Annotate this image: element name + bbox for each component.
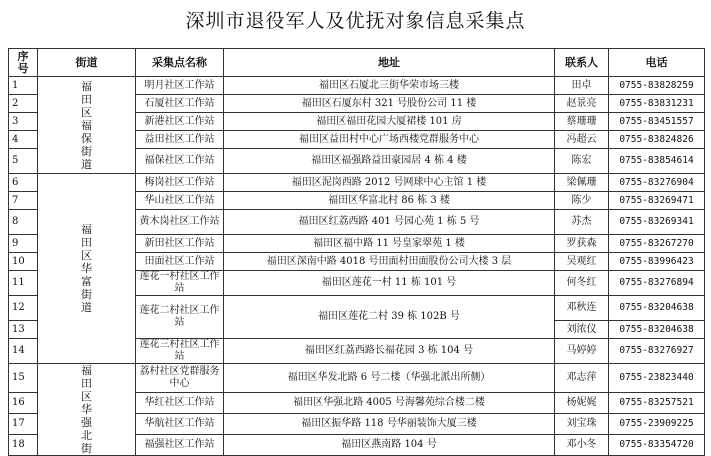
address-cell: 福田区莲花一村 11 栋 101 号 bbox=[224, 271, 555, 296]
phone-cell: 0755-83269341 bbox=[609, 210, 705, 235]
phone-cell: 0755-83276927 bbox=[609, 339, 705, 364]
phone-cell: 0755-83276894 bbox=[609, 271, 705, 296]
street-label: 福田区华强北街 bbox=[81, 364, 92, 455]
contact-cell: 陈宏 bbox=[555, 149, 609, 174]
seq-cell: 16 bbox=[9, 393, 38, 414]
seq-cell: 12 bbox=[9, 296, 38, 321]
phone-cell: 0755-83824826 bbox=[609, 131, 705, 149]
contact-cell: 刘浓仪 bbox=[555, 321, 609, 339]
header-point: 采集点名称 bbox=[136, 49, 224, 77]
phone-cell: 0755-83354720 bbox=[609, 435, 705, 456]
street-label: 福田区福保街道 bbox=[81, 79, 92, 171]
address-cell: 福田区福强路益田豪园居 4 栋 4 楼 bbox=[224, 149, 555, 174]
point-cell: 莲花一村社区工作站 bbox=[136, 271, 224, 296]
seq-cell: 2 bbox=[9, 95, 38, 113]
address-cell: 福田区泥岗西路 2012 号网球中心主馆 1 楼 bbox=[224, 174, 555, 192]
point-cell: 新港社区工作站 bbox=[136, 113, 224, 131]
seq-cell: 8 bbox=[9, 210, 38, 235]
seq-cell: 17 bbox=[9, 414, 38, 435]
point-cell: 田面社区工作站 bbox=[136, 253, 224, 271]
address-cell: 福田区华强北路 4005 号海馨苑综合楼二楼 bbox=[224, 393, 555, 414]
address-cell: 福田区莲花二村 39 栋 102B 号 bbox=[224, 296, 555, 339]
phone-cell: 0755-83276904 bbox=[609, 174, 705, 192]
table-header-row bbox=[9, 49, 705, 77]
phone-cell: 0755-83854614 bbox=[609, 149, 705, 174]
contact-cell: 梁佩珊 bbox=[555, 174, 609, 192]
header-address: 地址 bbox=[224, 49, 555, 77]
contact-cell: 田卓 bbox=[555, 77, 609, 95]
phone-cell: 0755-83267270 bbox=[609, 235, 705, 253]
seq-cell: 5 bbox=[9, 149, 38, 174]
point-cell: 益田社区工作站 bbox=[136, 131, 224, 149]
contact-cell: 马婷婷 bbox=[555, 339, 609, 364]
phone-cell: 0755-83257521 bbox=[609, 393, 705, 414]
contact-cell: 冯超云 bbox=[555, 131, 609, 149]
header-phone: 电话 bbox=[609, 49, 705, 77]
table-row bbox=[9, 77, 705, 95]
address-cell: 福田区燕南路 104 号 bbox=[224, 435, 555, 456]
seq-cell: 11 bbox=[9, 271, 38, 296]
phone-cell: 0755-83451557 bbox=[609, 113, 705, 131]
seq-cell: 6 bbox=[9, 174, 38, 192]
seq-cell: 13 bbox=[9, 321, 38, 339]
address-cell: 福田区振华路 118 号华丽装饰大厦三楼 bbox=[224, 414, 555, 435]
contact-cell: 罗获森 bbox=[555, 235, 609, 253]
street-cell bbox=[38, 77, 136, 174]
point-cell: 华山社区工作站 bbox=[136, 192, 224, 210]
seq-cell: 10 bbox=[9, 253, 38, 271]
header-street: 街道 bbox=[38, 49, 136, 77]
point-cell: 华红社区工作站 bbox=[136, 393, 224, 414]
contact-cell: 杨妮娓 bbox=[555, 393, 609, 414]
seq-cell: 1 bbox=[9, 77, 38, 95]
phone-cell: 0755-23823440 bbox=[609, 364, 705, 393]
point-cell: 福强社区工作站 bbox=[136, 435, 224, 456]
seq-cell: 9 bbox=[9, 235, 38, 253]
phone-cell: 0755-23909225 bbox=[609, 414, 705, 435]
point-cell: 福保社区工作站 bbox=[136, 149, 224, 174]
header-seq: 序号 bbox=[9, 49, 38, 77]
contact-cell: 赵景亮 bbox=[555, 95, 609, 113]
point-cell: 莲花三村社区工作站 bbox=[136, 339, 224, 364]
address-cell: 福田区福中路 11 号皇家翠苑 1 楼 bbox=[224, 235, 555, 253]
seq-cell: 14 bbox=[9, 339, 38, 364]
phone-cell: 0755-83269471 bbox=[609, 192, 705, 210]
seq-cell: 18 bbox=[9, 435, 38, 456]
contact-cell: 吴观红 bbox=[555, 253, 609, 271]
contact-cell: 苏杰 bbox=[555, 210, 609, 235]
street-cell bbox=[38, 174, 136, 364]
contact-cell: 刘宝珠 bbox=[555, 414, 609, 435]
collection-points-table bbox=[8, 48, 705, 456]
table-row bbox=[9, 174, 705, 192]
address-cell: 福田区华发北路 6 号二楼（华强北派出所侧） bbox=[224, 364, 555, 393]
address-cell: 福田区红荔西路 401 号园心苑 1 栋 5 号 bbox=[224, 210, 555, 235]
point-cell: 石厦社区工作站 bbox=[136, 95, 224, 113]
address-cell: 福田区石厦北三街华荣市场三楼 bbox=[224, 77, 555, 95]
address-cell: 福田区深南中路 4018 号田面村田面股份公司大楼 3 层 bbox=[224, 253, 555, 271]
phone-cell: 0755-83996423 bbox=[609, 253, 705, 271]
contact-cell: 何冬红 bbox=[555, 271, 609, 296]
page-title: 深圳市退役军人及优抚对象信息采集点 bbox=[185, 10, 526, 32]
contact-cell: 邓志萍 bbox=[555, 364, 609, 393]
point-cell: 华航社区工作站 bbox=[136, 414, 224, 435]
address-cell: 福田区华富北村 86 栋 3 楼 bbox=[224, 192, 555, 210]
contact-cell: 陈少 bbox=[555, 192, 609, 210]
point-cell: 梅岗社区工作站 bbox=[136, 174, 224, 192]
address-cell: 福田区福田花园大厦裙楼 101 房 bbox=[224, 113, 555, 131]
seq-cell: 4 bbox=[9, 131, 38, 149]
table-row bbox=[9, 364, 705, 393]
address-cell: 福田区益田村中心广场西楼党群服务中心 bbox=[224, 131, 555, 149]
point-cell: 黄木岗社区工作站 bbox=[136, 210, 224, 235]
street-cell bbox=[38, 364, 136, 456]
street-label: 福田区华富街道 bbox=[81, 223, 92, 314]
phone-cell: 0755-83831231 bbox=[609, 95, 705, 113]
address-cell: 福田区石厦东村 321 号股份公司 11 楼 bbox=[224, 95, 555, 113]
point-cell: 荔村社区党群服务中心 bbox=[136, 364, 224, 393]
contact-cell: 邓小冬 bbox=[555, 435, 609, 456]
header-contact: 联系人 bbox=[555, 49, 609, 77]
seq-cell: 7 bbox=[9, 192, 38, 210]
point-cell: 莲花二村社区工作站 bbox=[136, 296, 224, 339]
address-cell: 福田区红荔西路长福花园 3 栋 104 号 bbox=[224, 339, 555, 364]
contact-cell: 蔡珊珊 bbox=[555, 113, 609, 131]
phone-cell: 0755-83204638 bbox=[609, 321, 705, 339]
point-cell: 明月社区工作站 bbox=[136, 77, 224, 95]
seq-cell: 15 bbox=[9, 364, 38, 393]
phone-cell: 0755-83204638 bbox=[609, 296, 705, 321]
seq-cell: 3 bbox=[9, 113, 38, 131]
phone-cell: 0755-83828259 bbox=[609, 77, 705, 95]
contact-cell: 邓秋连 bbox=[555, 296, 609, 321]
point-cell: 新田社区工作站 bbox=[136, 235, 224, 253]
